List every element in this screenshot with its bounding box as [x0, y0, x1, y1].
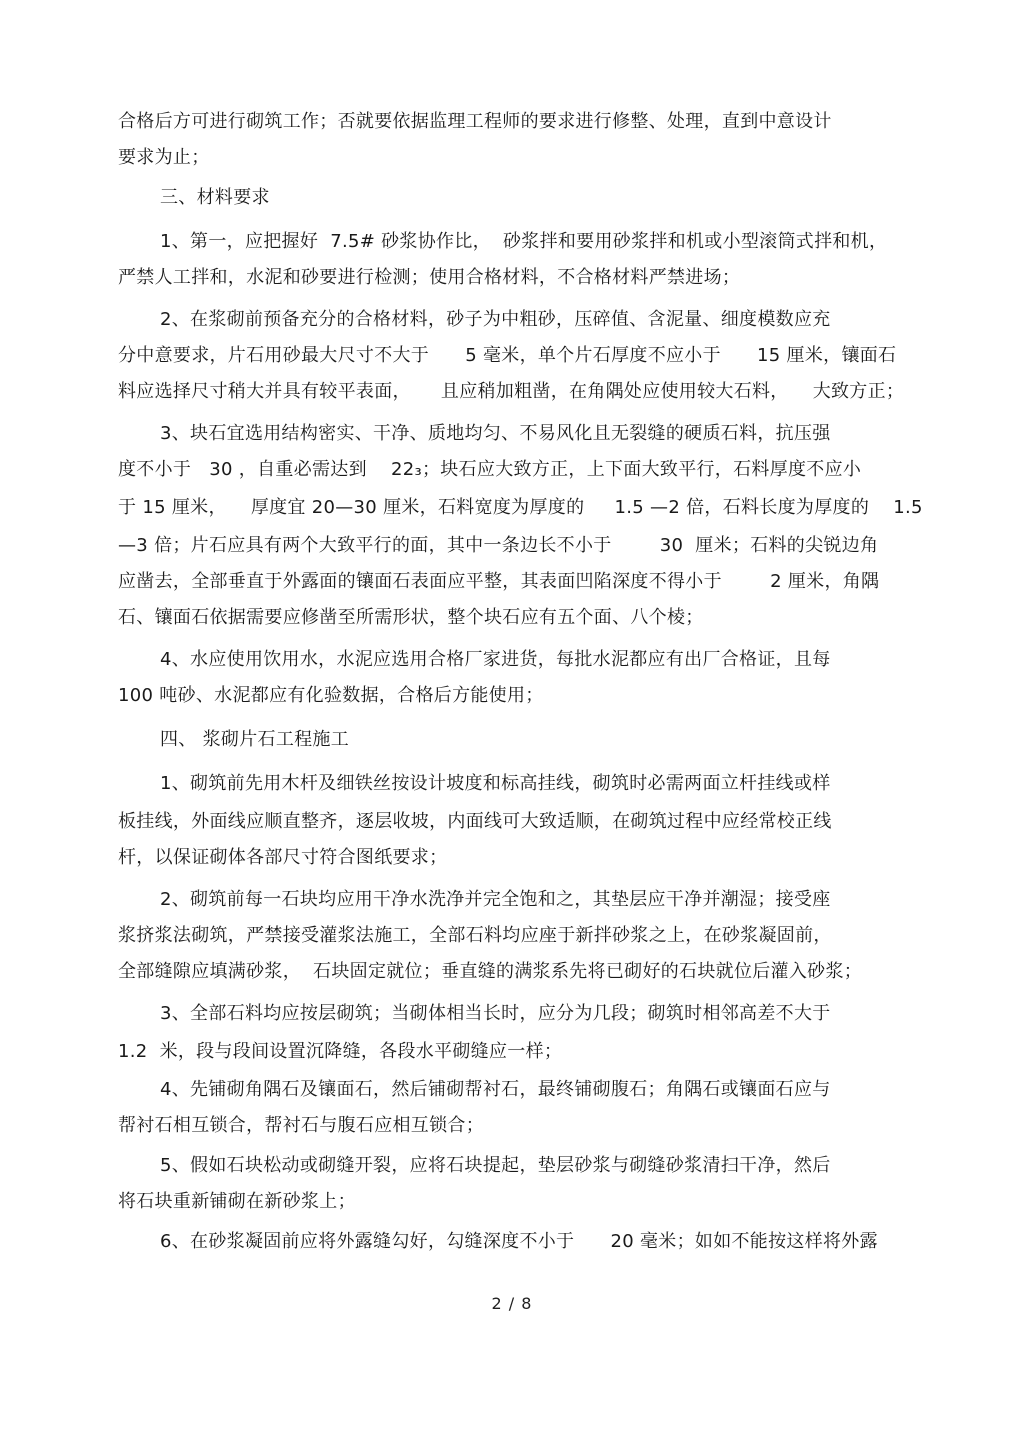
text-line: 应凿去，全部垂直于外露面的镶面石表面应平整，其表面凹陷深度不得小于 2 厘米，角隅: [118, 571, 880, 592]
text-line: 1、第一，应把握好 7.5# 砂浆协作比， 砂浆拌和要用砂浆拌和机或小型滚筒式拌和机，: [160, 231, 888, 252]
text-line: 5、假如石块松动或砌缝开裂，应将石块提起，垫层砂浆与砌缝砂浆清扫干净，然后: [160, 1155, 831, 1176]
text-line: 于 15 厘米， 厚度宜 20—30 厘米，石料宽度为厚度的 1.5 —2 倍，石料长度为厚度的 1.5: [118, 497, 923, 518]
text-line: 3、块石宜选用结构密实、干净、质地均匀、不易风化且无裂缝的硬质石料，抗压强: [160, 423, 831, 444]
text-line: 分中意要求，片石用砂最大尺寸不大于 5 毫米，单个片石厚度不应小于 15 厘米，镶面石: [118, 345, 897, 366]
text-line: 2、砌筑前每一石块均应用干净水洗净并完全饱和之，其垫层应干净并潮湿；接受座: [160, 889, 831, 910]
text-line: 2、在浆砌前预备充分的合格材料，砂子为中粗砂，压碎值、含泥量、细度模数应充: [160, 309, 831, 330]
section-heading: 四、 浆砌片石工程施工: [160, 729, 350, 750]
text-line: 杆，以保证砌体各部尺寸符合图纸要求；: [118, 847, 448, 868]
text-line: 4、水应使用饮用水，水泥应选用合格厂家进货，每批水泥都应有出厂合格证，且每: [160, 649, 831, 670]
text-line: 3、全部石料均应按层砌筑；当砌体相当长时，应分为几段；砌筑时相邻高差不大于: [160, 1003, 831, 1024]
text-line: 要求为止；: [118, 147, 210, 168]
text-line: 度不小于 30 ，自重必需达到 22₃；块石应大致方正，上下面大致平行，石料厚度不应小: [118, 459, 862, 480]
text-line: 合格后方可进行砌筑工作；否就要依据监理工程师的要求进行修整、处理，直到中意设计: [118, 111, 832, 132]
section-heading: 三、材料要求: [160, 187, 270, 208]
text-line: 6、在砂浆凝固前应将外露缝勾好，勾缝深度不小于 20 毫米；如如不能按这样将外露: [160, 1231, 878, 1252]
text-line: 将石块重新铺砌在新砂浆上；: [118, 1191, 356, 1212]
text-line: —3 倍；片石应具有两个大致平行的面，其中一条边长不小于 30 厘米；石料的尖锐边角: [118, 535, 879, 556]
text-line: 浆挤浆法砌筑，严禁接受灌浆法施工，全部石料均应座于新拌砂浆之上，在砂浆凝固前，: [118, 925, 832, 946]
text-line: 帮衬石相互锁合，帮衬石与腹石应相互锁合；: [118, 1115, 484, 1136]
text-line: 4、先铺砌角隅石及镶面石，然后铺砌帮衬石，最终铺砌腹石；角隅石或镶面石应与: [160, 1079, 831, 1100]
text-line: 严禁人工拌和，水泥和砂要进行检测；使用合格材料，不合格材料严禁进场；: [118, 267, 741, 288]
text-line: 1、砌筑前先用木杆及细铁丝按设计坡度和标高挂线，砌筑时必需两面立杆挂线或样: [160, 773, 831, 794]
text-line: 全部缝隙应填满砂浆， 石块固定就位；垂直缝的满浆系先将已砌好的石块就位后灌入砂浆；: [118, 961, 863, 982]
text-line: 料应选择尺寸稍大并具有较平表面， 且应稍加粗凿，在角隅处应使用较大石料， 大致方正；: [118, 381, 905, 402]
text-line: 100 吨砂、水泥都应有化验数据，合格后方能使用；: [118, 685, 544, 706]
text-line: 石、镶面石依据需要应修凿至所需形状，整个块石应有五个面、八个棱；: [118, 607, 704, 628]
text-line: 板挂线，外面线应顺直整齐，逐层收坡，内面线可大致适顺，在砌筑过程中应经常校正线: [118, 811, 832, 832]
text-line: 1.2 米，段与段间设置沉降缝，各段水平砌缝应一样；: [118, 1041, 563, 1062]
page-number: 2 / 8: [491, 1294, 533, 1313]
